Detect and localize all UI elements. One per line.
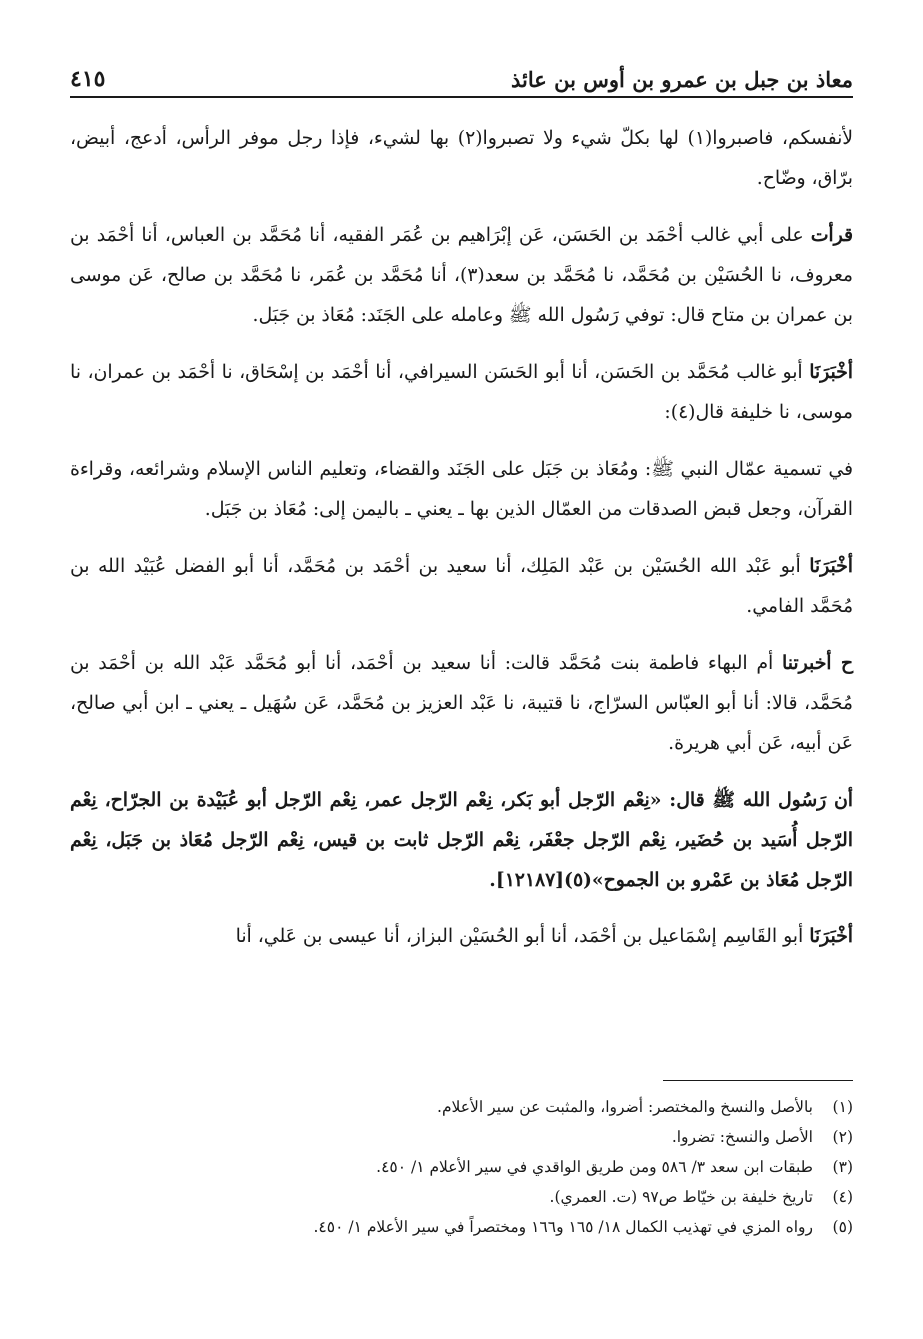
paragraph-lead: قرأت (810, 224, 853, 246)
footnote (70, 1212, 853, 1242)
page-header (70, 48, 853, 98)
footnote-divider (663, 1080, 853, 1081)
paragraph-lead: أخْبَرَنَا (809, 361, 853, 383)
footnote-number: (٥) (832, 1218, 853, 1236)
paragraph-text: على أبي غالب أحْمَد بن الحَسَن، عَن إبْرَاهيم بن عُمَر الفقيه، أنا مُحَمَّد بن العباس، أنا أحْمَد بن معروف، نا الحُسَيْن بن مُحَمَّد، نا مُحَمَّد بن سعد(٣)، أنا مُحَمَّد بن عُمَر، نا مُحَمَّد بن صالح، عَن موسى بن عمران بن متاح قال: توفي رَسُول الله ﷺ وعامله على الجَنَد: مُعَاذ بن جَبَل. (70, 225, 853, 326)
footnote-text: رواه المزي في تهذيب الكمال ١٨/ ١٦٥ و١٦٦ ومختصراً في سير الأعلام ١/ ٤٥٠. (313, 1218, 813, 1236)
footnotes (70, 1092, 853, 1242)
paragraph (70, 916, 853, 957)
paragraph (70, 352, 853, 433)
paragraph (70, 215, 853, 336)
paragraph-text: أن رَسُول الله ﷺ قال: «نِعْم الرّجل أبو بَكر، نِعْم الرّجل عمر، نِعْم الرّجل أبو عُبَيْدة بن الجرّاح، نِعْم الرّجل أُسَيد بن حُضَير، نِعْم الرّجل جعْفَر، نِعْم الرّجل ثابت بن قيس، نِعْم الرّجل مُعَاذ بن جَبَل، نِعْم الرّجل مُعَاذ بن عَمْرو بن الجموح»(٥)[١٢١٨٧]. (70, 789, 853, 891)
footnote (70, 1152, 853, 1182)
main-text (70, 118, 853, 973)
footnote-number: (٣) (832, 1158, 853, 1176)
footnote-text: تاريخ خليفة بن خيّاط ص٩٧ (ت. العمري). (549, 1188, 813, 1206)
running-title: معاذ بن جبل بن عمرو بن أوس بن عائذ (511, 67, 853, 92)
paragraph-text: أبو القَاسِم إسْمَاعيل بن أحْمَد، أنا أبو الحُسَيْن البزاز، أنا عيسى بن عَلي، أنا (235, 926, 810, 947)
paragraph-lead: أخْبَرَنَا (809, 925, 853, 947)
paragraph-text: أم البهاء فاطمة بنت مُحَمَّد قالت: أنا سعيد بن أحْمَد، أنا أبو مُحَمَّد عَبْد الله بن أحْمَد بن مُحَمَّد، قالا: أنا أبو العبّاس السرّاج، نا قتيبة، نا عَبْد العزيز بن مُحَمَّد، عَن سُهَيل ـ يعني ـ ابن أبي صالح، عَن أبيه، عَن أبي هريرة. (70, 653, 853, 754)
paragraph-lead: أخْبَرَنَا (809, 555, 853, 577)
paragraph-lead: ح أخبرتنا (782, 652, 853, 674)
paragraph-text: أبو غالب مُحَمَّد بن الحَسَن، أنا أبو الحَسَن السيرافي، أنا أحْمَد بن إسْحَاق، نا أحْمَد بن عمران، نا موسى، نا خليفة قال(٤): (70, 362, 853, 423)
paragraph-text: أبو عَبْد الله الحُسَيْن بن عَبْد المَلِك، أنا سعيد بن أحْمَد بن مُحَمَّد، أنا أبو الفضل عُبَيْد الله بن مُحَمَّد الفامي. (70, 556, 853, 617)
footnote-number: (٢) (832, 1128, 853, 1146)
paragraph (70, 449, 853, 530)
page-number: ٤١٥ (70, 66, 106, 92)
footnote (70, 1092, 853, 1122)
hadith-paragraph (70, 780, 853, 900)
footnote-number: (٤) (832, 1188, 853, 1206)
paragraph (70, 118, 853, 199)
paragraph (70, 643, 853, 764)
footnote-text: الأصل والنسخ: تضروا. (671, 1128, 813, 1146)
footnote-text: طبقات ابن سعد ٣/ ٥٨٦ ومن طريق الواقدي في سير الأعلام ١/ ٤٥٠. (376, 1158, 813, 1176)
paragraph (70, 546, 853, 627)
footnote-text: بالأصل والنسخ والمختصر: أضروا، والمثبت عن سير الأعلام. (437, 1098, 813, 1116)
paragraph-text: لأنفسكم، فاصبروا(١) لها بكلّ شيء ولا تصبروا(٢) بها لشيء، فإذا رجل موفر الرأس، أدعج، أبيض، برّاق، وضّاح. (70, 128, 854, 189)
paragraph-text: في تسمية عمّال النبي ﷺ: ومُعَاذ بن جَبَل على الجَنَد والقضاء، وتعليم الناس الإسلام وشرائعه، وقراءة القرآن، وجعل قبض الصدقات من العمّال الذين بها ـ يعني ـ باليمن إلى: مُعَاذ بن جَبَل. (70, 459, 853, 520)
footnote-number: (١) (832, 1098, 853, 1116)
footnote (70, 1182, 853, 1212)
footnote (70, 1122, 853, 1152)
